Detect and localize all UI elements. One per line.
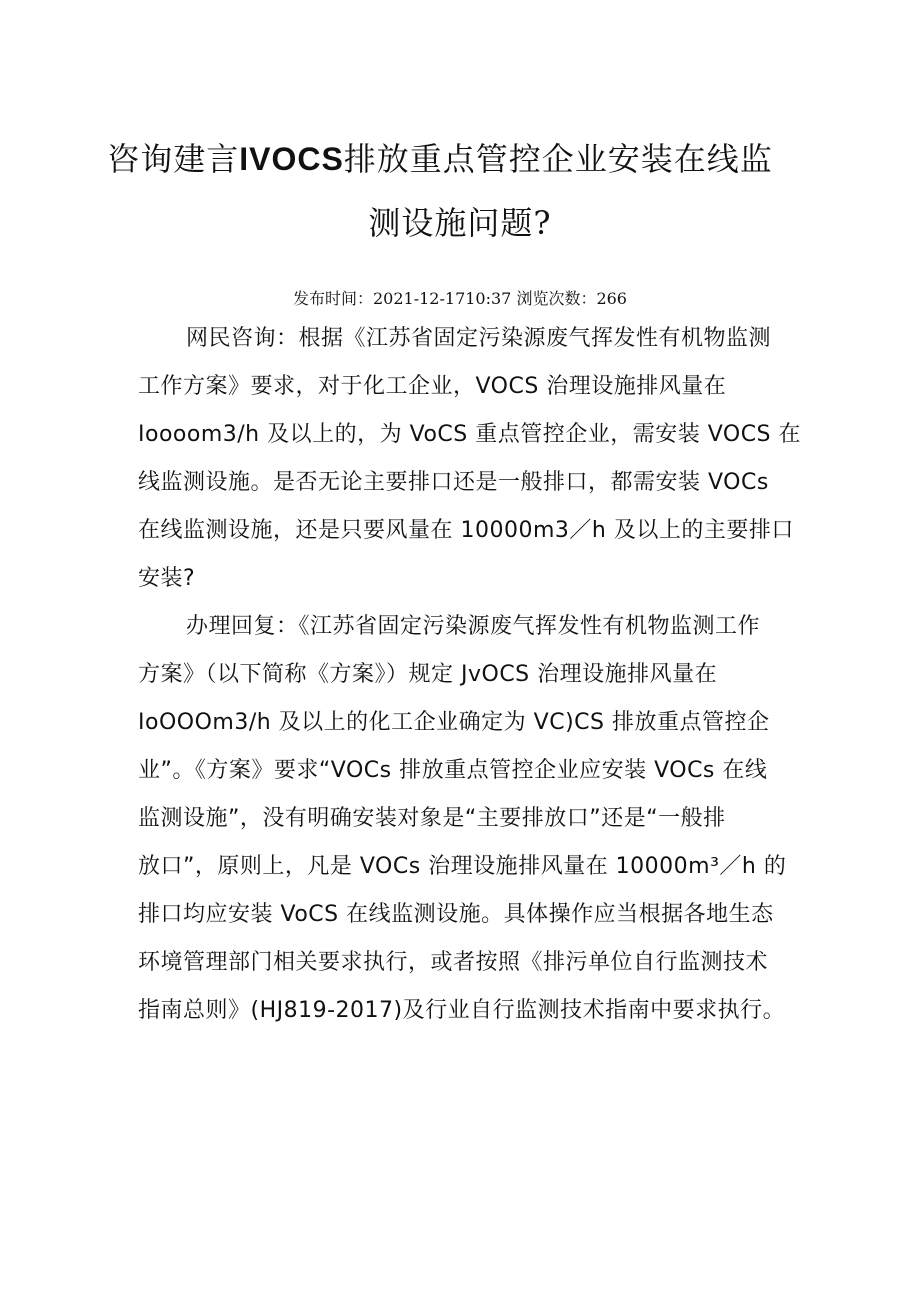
title-prefix: 咨询建言 (107, 140, 240, 178)
reply-line: IoOOOm3/h 及以上的化工企业确定为 VC)CS 排放重点管控企 (138, 710, 770, 735)
page-title-line2: 测设施问题? (368, 204, 552, 242)
reply-line: 办理回复：《江苏省固定污染源废气挥发性有机物监测工作 (186, 614, 761, 639)
title-bold-term: IVOCS (239, 141, 344, 177)
title-suffix: 排放重点管控企业安装在线监 (343, 140, 773, 178)
question-line: 网民咨询：根据《江苏省固定污染源废气挥发性有机物监测 (186, 326, 772, 351)
question-line: 工作方案》要求，对于化工企业，VOCS 治理设施排风量在 (138, 374, 727, 399)
reply-line: 指南总则》(HJ819-2017)及行业自行监测技术指南中要求执行。 (138, 998, 786, 1023)
question-line: 在线监测设施，还是只要风量在 10000m3／h 及以上的主要排口 (138, 518, 794, 543)
reply-line: 环境管理部门相关要求执行，或者按照《排污单位自行监测技术 (138, 950, 769, 975)
publish-meta: 发布时间：2021-12-1710:37 浏览次数：266 (293, 289, 627, 308)
reply-line: 业”。《方案》要求“VOCs 排放重点管控企业应安装 VOCs 在线 (138, 758, 768, 783)
question-line: Ioooom3/h 及以上的，为 VoCS 重点管控企业，需安装 VOCS 在 (138, 422, 802, 447)
reply-line: 放口”，原则上，凡是 VOCs 治理设施排风量在 10000m³／h 的 (138, 854, 787, 879)
reply-line: 监测设施”，没有明确安装对象是“主要排放口”还是“一般排 (138, 806, 726, 831)
reply-line: 方案》（以下简称《方案》）规定 JvOCS 治理设施排风量在 (138, 662, 718, 687)
question-line: 线监测设施。是否无论主要排口还是一般排口，都需安装 VOCs (138, 470, 769, 495)
question-line: 安装? (138, 566, 196, 591)
reply-line: 排口均应安装 VoCS 在线监测设施。具体操作应当根据各地生态 (138, 902, 774, 927)
page-title (0, 134, 900, 180)
